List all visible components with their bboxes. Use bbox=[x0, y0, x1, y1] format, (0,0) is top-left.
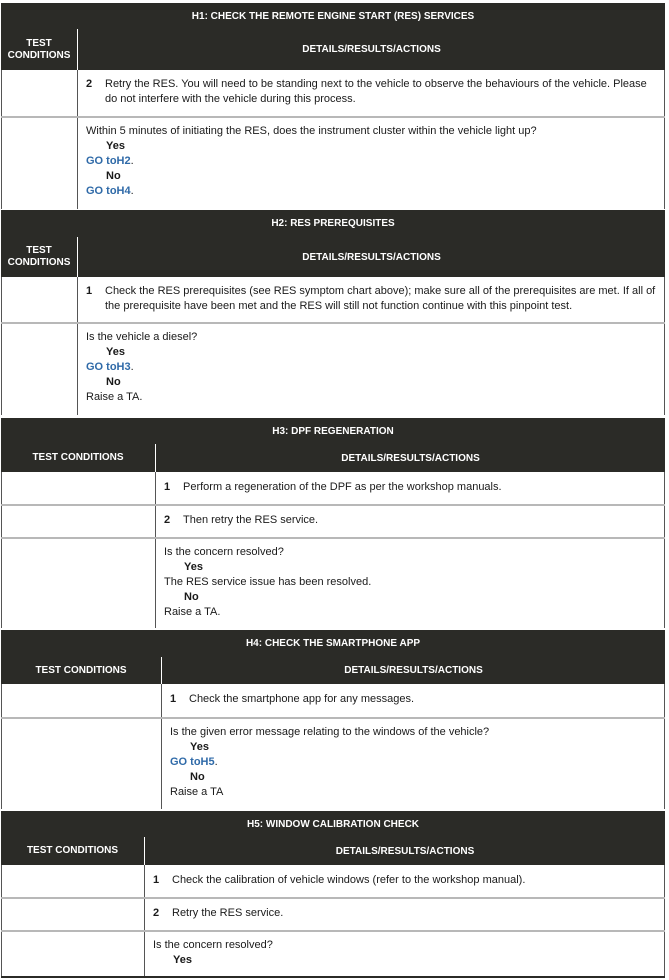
test-condition-cell bbox=[1, 324, 78, 415]
go-to-h2-link[interactable]: GO toH2 bbox=[86, 155, 131, 167]
answer-no: No bbox=[106, 170, 121, 182]
step-number: 2 bbox=[86, 78, 93, 90]
no-action-text: Raise a TA. bbox=[86, 391, 143, 403]
details-cell bbox=[145, 899, 665, 930]
question-text: Is the given error message relating to the windows of the vehicle? bbox=[170, 726, 490, 738]
step-number: 1 bbox=[170, 693, 177, 705]
go-to-h5-link[interactable]: GO toH5 bbox=[170, 756, 215, 768]
no-action-text: Raise a TA bbox=[170, 786, 224, 798]
answer-yes: Yes bbox=[173, 954, 192, 966]
step-text: Perform a regeneration of the DPF as per the workshop manuals. bbox=[183, 481, 502, 493]
test-condition-cell bbox=[1, 277, 78, 322]
go-to-h4-link[interactable]: GO toH4 bbox=[86, 185, 131, 197]
question-row bbox=[1, 116, 665, 209]
test-condition-cell bbox=[1, 70, 78, 116]
details-cell: Is the vehicle a diesel? Yes GO toH3. No Raise a TA. bbox=[78, 324, 665, 415]
answer-no: No bbox=[190, 771, 205, 783]
details-header: DETAILS/RESULTS/ACTIONS bbox=[161, 657, 665, 684]
test-conditions-line1: TEST bbox=[26, 245, 52, 256]
details-cell bbox=[156, 506, 665, 537]
question-row bbox=[1, 930, 665, 976]
answer-yes: Yes bbox=[106, 346, 125, 358]
step-text: Retry the RES service. bbox=[172, 907, 284, 919]
details-cell bbox=[156, 539, 665, 628]
test-conditions-header: TEST CONDITIONS bbox=[1, 444, 155, 472]
section-title: H1: CHECK THE REMOTE ENGINE START (RES) SERVICES bbox=[1, 2, 665, 29]
test-condition-cell bbox=[1, 865, 145, 897]
step-number: 1 bbox=[153, 874, 160, 886]
step-number: 2 bbox=[153, 907, 160, 919]
test-condition-cell bbox=[1, 719, 162, 809]
test-conditions-line2: CONDITIONS bbox=[7, 257, 71, 268]
question-text: Is the vehicle a diesel? bbox=[86, 331, 198, 343]
yes-action-text: The RES service issue has been resolved. bbox=[164, 576, 372, 588]
step-text: Check the calibration of vehicle windows (refer to the workshop manual). bbox=[172, 874, 526, 886]
details-cell bbox=[145, 932, 665, 976]
answer-yes: Yes bbox=[106, 140, 125, 152]
step-number: 2 bbox=[164, 514, 171, 526]
answer-no: No bbox=[106, 376, 121, 388]
details-cell bbox=[162, 684, 665, 717]
details-cell bbox=[156, 472, 665, 504]
question-text: Is the concern resolved? bbox=[164, 546, 284, 558]
step-number: 1 bbox=[164, 481, 171, 493]
test-conditions-header bbox=[1, 29, 77, 70]
step-text: Then retry the RES service. bbox=[183, 514, 319, 526]
answer-yes: Yes bbox=[190, 741, 209, 753]
details-cell bbox=[78, 277, 665, 322]
step-row bbox=[1, 472, 665, 504]
details-header: DETAILS/RESULTS/ACTIONS bbox=[144, 837, 665, 865]
test-conditions-line2: CONDITIONS bbox=[7, 49, 71, 61]
column-header-row bbox=[1, 444, 665, 472]
test-condition-cell bbox=[1, 539, 156, 628]
details-header: DETAILS/RESULTS/ACTIONS bbox=[77, 237, 665, 277]
answer-no: No bbox=[184, 591, 199, 603]
test-condition-cell bbox=[1, 118, 78, 209]
details-cell: Within 5 minutes of initiating the RES, does the instrument cluster within the vehicle light up? Yes GO toH2. No GO toH4. bbox=[78, 118, 665, 209]
step-row bbox=[1, 504, 665, 537]
step-number: 1 bbox=[86, 285, 93, 297]
question-text: Is the concern resolved? bbox=[153, 939, 273, 951]
step-row bbox=[1, 684, 665, 717]
test-condition-cell bbox=[1, 472, 156, 504]
test-condition-cell bbox=[1, 932, 145, 976]
question-text: Within 5 minutes of initiating the RES, does the instrument cluster within the vehicle light up? bbox=[86, 125, 537, 137]
table-bottom-border bbox=[1, 976, 665, 978]
test-conditions-header: TEST CONDITIONS bbox=[1, 657, 161, 684]
question-row bbox=[1, 322, 665, 415]
details-header: DETAILS/RESULTS/ACTIONS bbox=[77, 29, 665, 70]
test-condition-cell bbox=[1, 506, 156, 537]
details-header: DETAILS/RESULTS/ACTIONS bbox=[155, 444, 665, 472]
column-header-row bbox=[1, 657, 665, 684]
section-title: H4: CHECK THE SMARTPHONE APP bbox=[1, 629, 665, 657]
step-row bbox=[1, 897, 665, 930]
step-text: Check the smartphone app for any messages. bbox=[189, 693, 415, 705]
section-title: H3: DPF REGENERATION bbox=[1, 417, 665, 444]
question-row bbox=[1, 717, 665, 809]
test-condition-cell bbox=[1, 684, 162, 717]
step-row bbox=[1, 277, 665, 322]
step-text: Check the RES prerequisites (see RES symptom chart above); make sure all of the prerequisites are met. If all of the prerequisite have been met and the RES will still not function continue with this pinpoint test. bbox=[105, 285, 656, 312]
details-cell: Is the given error message relating to the windows of the vehicle? Yes GO toH5. No Raise a TA bbox=[162, 719, 665, 809]
go-to-h3-link[interactable]: GO toH3 bbox=[86, 361, 131, 373]
test-condition-cell bbox=[1, 899, 145, 930]
answer-yes: Yes bbox=[184, 561, 203, 573]
question-row bbox=[1, 537, 665, 628]
details-cell bbox=[145, 865, 665, 897]
step-row bbox=[1, 865, 665, 897]
step-row bbox=[1, 70, 665, 116]
test-conditions-header bbox=[1, 237, 77, 277]
section-title: H5: WINDOW CALIBRATION CHECK bbox=[1, 810, 665, 837]
details-cell bbox=[78, 70, 665, 116]
section-title: H2: RES PREREQUISITES bbox=[1, 209, 665, 237]
column-header-row bbox=[1, 837, 665, 865]
test-conditions-line1: TEST bbox=[26, 37, 52, 49]
test-conditions-header: TEST CONDITIONS bbox=[1, 837, 144, 865]
no-action-text: Raise a TA. bbox=[164, 606, 221, 618]
column-header-row bbox=[1, 29, 665, 70]
column-header-row bbox=[1, 237, 665, 277]
step-text: Retry the RES. You will need to be standing next to the vehicle to observe the behaviours of the vehicle. Please do not interfere with the vehicle during this process. bbox=[105, 78, 647, 105]
